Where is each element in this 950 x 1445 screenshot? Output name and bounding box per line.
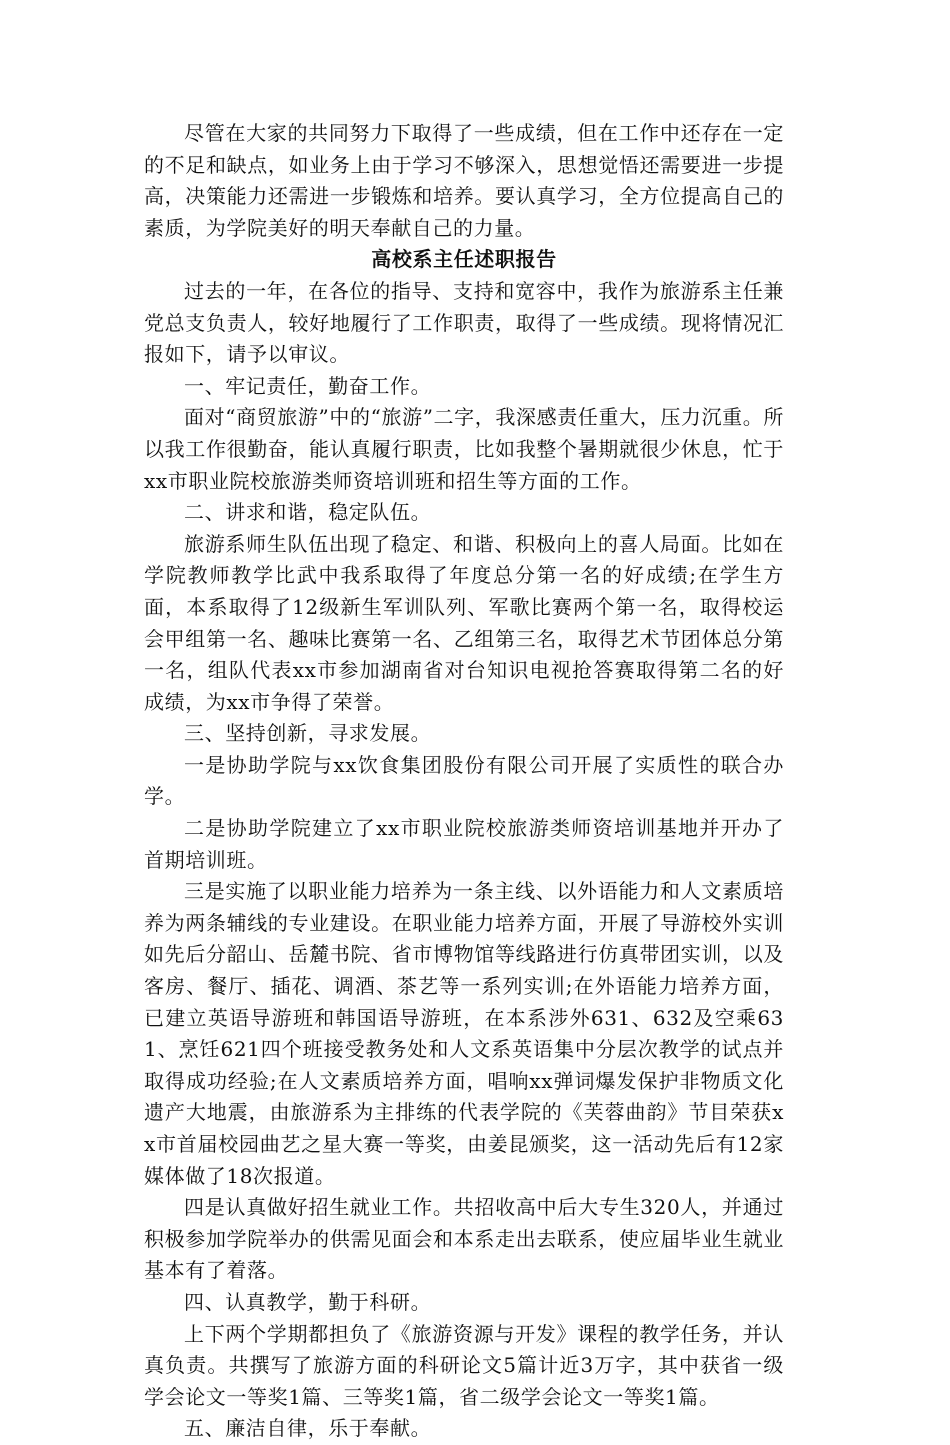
- section-heading-4: 四、认真教学，勤于科研。: [184, 1289, 432, 1314]
- section-heading-1: 一、牢记责任，勤奋工作。: [184, 373, 432, 398]
- section-heading-2: 二、讲求和谐，稳定队伍。: [184, 500, 432, 525]
- report-paragraph: 二是协助学院建立了xx市职业院校旅游类师资培训基地并开办了首期培训班。: [144, 816, 784, 872]
- report-paragraph: 面对“商贸旅游”中的“旅游”二字，我深感责任重大，压力沉重。所以我工作很勤奋，能认真履行职责，比如我整个暑期就很少休息，忙于xx市职业院校旅游类师资培训班和招生等方面的工作。: [144, 405, 784, 493]
- report-paragraph: 一是协助学院与xx饮食集团股份有限公司开展了实质性的联合办学。: [144, 752, 784, 809]
- report-paragraph: 四是认真做好招生就业工作。共招收高中后大专生320人，并通过积极参加学院举办的供需见面会和本系走出去联系，使应届毕业生就业基本有了着落。: [144, 1195, 784, 1283]
- intro-paragraph: 尽管在大家的共同努力下取得了一些成绩，但在工作中还存在一定的不足和缺点，如业务上由于学习不够深入，思想觉悟还需要进一步提高，决策能力还需进一步锻炼和培养。要认真学习，全方位提高自己的素质，为学院美好的明天奉献自己的力量。: [144, 121, 784, 240]
- report-paragraph-opening: 过去的一年，在各位的指导、支持和宽容中，我作为旅游系主任兼党总支负责人，较好地履行了工作职责，取得了一些成绩。现将情况汇报如下，请予以审议。: [144, 278, 784, 367]
- document-body: [144, 118, 784, 1445]
- report-paragraph: 三是实施了以职业能力培养为一条主线、以外语能力和人文素质培养为两条辅线的专业建设。在职业能力培养方面，开展了导游校外实训如先后分韶山、岳麓书院、省市博物馆等线路进行仿真带团实训，以及客房、餐厅、插花、调酒、茶艺等一系列实训;在外语能力培养方面，已建立英语导游班和韩国语导游班，在本系涉外631、632及空乘631、烹饪621四个班接受教务处和人文系英语集中分层次教学的试点并取得成功经验;在人文素质培养方面，唱响xx弹词爆发保护非物质文化遗产大地震，由旅游系为主排练的代表学院的《芙蓉曲韵》节目荣获xx市首届校园曲艺之星大赛一等奖，由姜昆颁奖，这一活动先后有12家媒体做了18次报道。: [144, 879, 784, 1188]
- section-heading-3: 三、坚持创新，寻求发展。: [184, 721, 432, 746]
- document-title: 高校系主任述职报告: [371, 247, 557, 272]
- report-paragraph: 旅游系师生队伍出现了稳定、和谐、积极向上的喜人局面。比如在学院教师教学比武中我系取得了年度总分第一名的好成绩;在学生方面，本系取得了12级新生军训队列、军歌比赛两个第一名，取得校运会甲组第一名、趣味比赛第一名、乙组第三名，取得艺术节团体总分第一名，组队代表xx市参加湖南省对台知识电视抢答赛取得第二名的好成绩，为xx市争得了荣誉。: [144, 531, 784, 714]
- report-paragraph: 上下两个学期都担负了《旅游资源与开发》课程的教学任务，并认真负责。共撰写了旅游方面的科研论文5篇计近3万字，其中获省一级学会论文一等奖1篇、三等奖1篇，省二级学会论文一等奖1篇。: [144, 1321, 784, 1409]
- section-heading-5: 五、廉洁自律，乐于奉献。: [184, 1416, 432, 1441]
